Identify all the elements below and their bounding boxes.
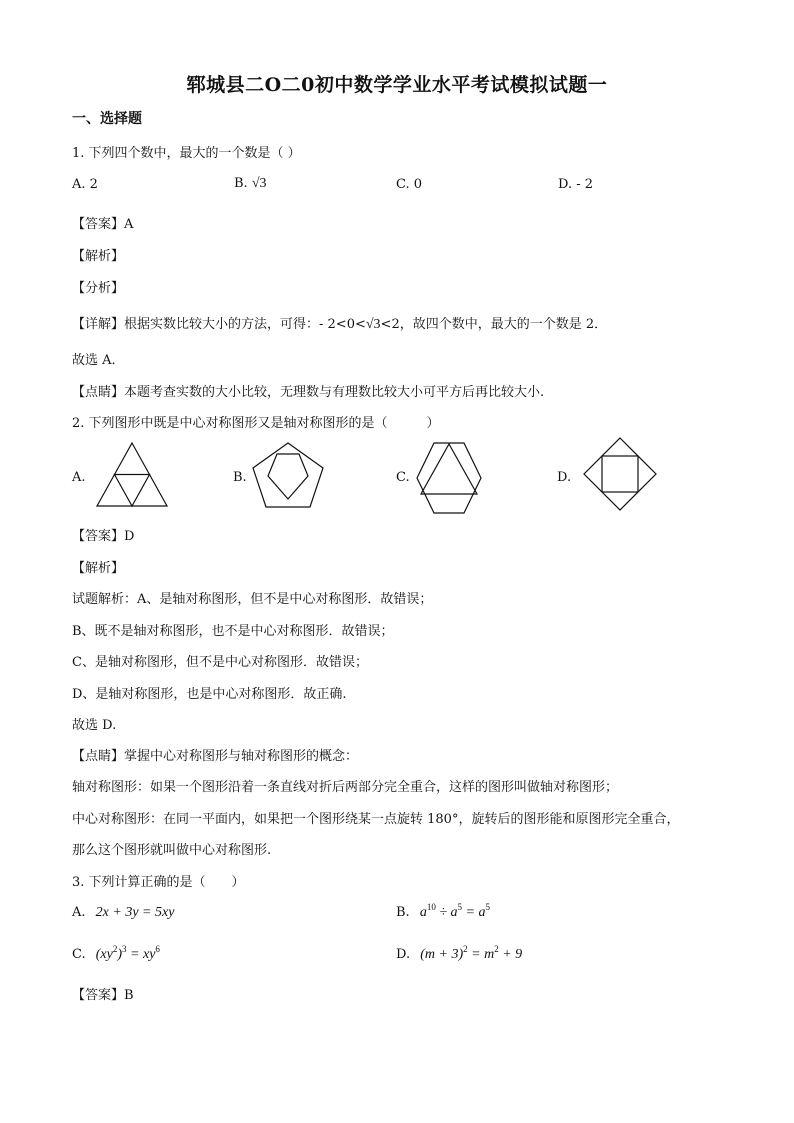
q2-option-a-label: A.: [72, 470, 86, 485]
q2-center-definition-2: 那么这个图形就叫做中心对称图形.: [72, 843, 272, 858]
q3-c-exp1: 2: [112, 944, 118, 954]
q2-comment: 【点睛】掌握中心对称图形与轴对称图形的概念：: [72, 749, 359, 764]
q2-option-c-label: C.: [396, 470, 410, 485]
q2-analysis-line1: 试题解析：A、是轴对称图形，但不是中心对称图形．故错误；: [72, 592, 433, 607]
q1-analysis-label: 【解析】: [72, 249, 125, 264]
q3-c-part1: (xy: [95, 947, 113, 962]
q3-answer: 【答案】B: [72, 988, 134, 1003]
q3-b-base1: a: [419, 905, 427, 920]
q3-b-base2: ÷ a: [439, 905, 458, 920]
q1-option-c: C. 0: [396, 177, 423, 192]
q2-analysis-line3: C、是轴对称图形，但不是中心对称图形．故错误；: [72, 655, 368, 670]
q3-d-exp2: 2: [494, 944, 499, 954]
q3-c-part2: ): [117, 947, 123, 962]
q2-choose: 故选 D.: [72, 718, 117, 733]
q2-figure-c-hexagon: [414, 440, 484, 516]
q3-c-exp3: 6: [155, 944, 160, 954]
q3-d-part1: (m + 3): [420, 947, 464, 962]
q3-c-exp2: 3: [122, 944, 127, 954]
q1-detail-math: √3: [365, 317, 381, 332]
q2-answer: 【答案】D: [72, 529, 135, 544]
q3-d-exp1: 2: [463, 944, 468, 954]
q1-comment: 【点睛】本题考查实数的大小比较，无理数与有理数比较大小可平方后再比较大小.: [72, 385, 545, 400]
q2-axis-definition: 轴对称图形：如果一个图形沿着一条直线对折后两部分完全重合，这样的图形叫做轴对称图形；: [72, 780, 619, 795]
q2-option-d-label: D.: [557, 470, 572, 485]
q2-analysis-line4: D、是轴对称图形，也是中心对称图形．故正确.: [72, 687, 347, 702]
q1-option-b-label: B.: [234, 176, 248, 191]
q3-option-a-math: 2x + 3y = 5xy: [95, 905, 175, 920]
q2-figure-a-triangle: [94, 440, 170, 510]
q3-option-d: [396, 944, 523, 963]
q3-b-exp2: 5: [457, 902, 463, 912]
q1-option-b-math: √3: [251, 176, 267, 191]
q2-figure-b-pentagon: [250, 440, 326, 510]
q2-center-definition-1: 中心对称图形：在同一平面内，如果把一个图形绕某一点旋转 180°，旋转后的图形能和原图形完全重合，: [72, 812, 680, 827]
section-heading: 一、选择题: [72, 111, 142, 127]
q1-detail-part2: <2，故四个数中，最大的一个数是 2．: [380, 317, 608, 332]
q3-option-b: [396, 902, 490, 921]
q1-fenxi-label: 【分析】: [72, 281, 125, 296]
q1-option-a: A. 2: [72, 177, 98, 192]
q3-b-base3: = a: [465, 905, 486, 920]
q1-option-b: [234, 176, 267, 192]
q2-analysis-label: 【解析】: [72, 561, 125, 576]
q2-stem: 2. 下列图形中既是中心对称图形又是轴对称图形的是（ ）: [72, 416, 440, 431]
q3-d-part2: = m: [471, 947, 495, 962]
q1-detail-part1: 【详解】根据实数比较大小的方法，可得：- 2<0<: [72, 317, 366, 332]
q3-option-b-label: B.: [396, 905, 410, 920]
q3-option-a-label: A.: [72, 905, 86, 920]
q3-option-d-label: D.: [396, 947, 411, 962]
q1-answer: 【答案】A: [72, 217, 134, 232]
q3-option-c-label: C.: [72, 947, 86, 962]
q2-figure-d-square-diamond: [582, 436, 658, 512]
q1-option-d: D. - 2: [558, 177, 594, 192]
q2-analysis-line2: B、既不是轴对称图形，也不是中心对称图形．故错误；: [72, 624, 394, 639]
q3-option-c: [72, 944, 160, 963]
q3-d-part3: + 9: [502, 947, 523, 962]
q1-choose: 故选 A．: [72, 353, 125, 368]
q3-b-exp1: 10: [426, 902, 436, 912]
q1-detail: [72, 313, 607, 333]
q3-b-exp3: 5: [485, 902, 490, 912]
q3-stem: 3. 下列计算正确的是（ ）: [72, 875, 245, 890]
q2-option-b-label: B.: [233, 470, 247, 485]
q1-stem: 1. 下列四个数中，最大的一个数是（ ）: [72, 146, 301, 161]
q3-option-a: [72, 905, 174, 921]
page-title: 郓城县二O二0初中数学学业水平考试模拟试题一: [186, 74, 608, 96]
q3-c-part3: = xy: [130, 947, 156, 962]
